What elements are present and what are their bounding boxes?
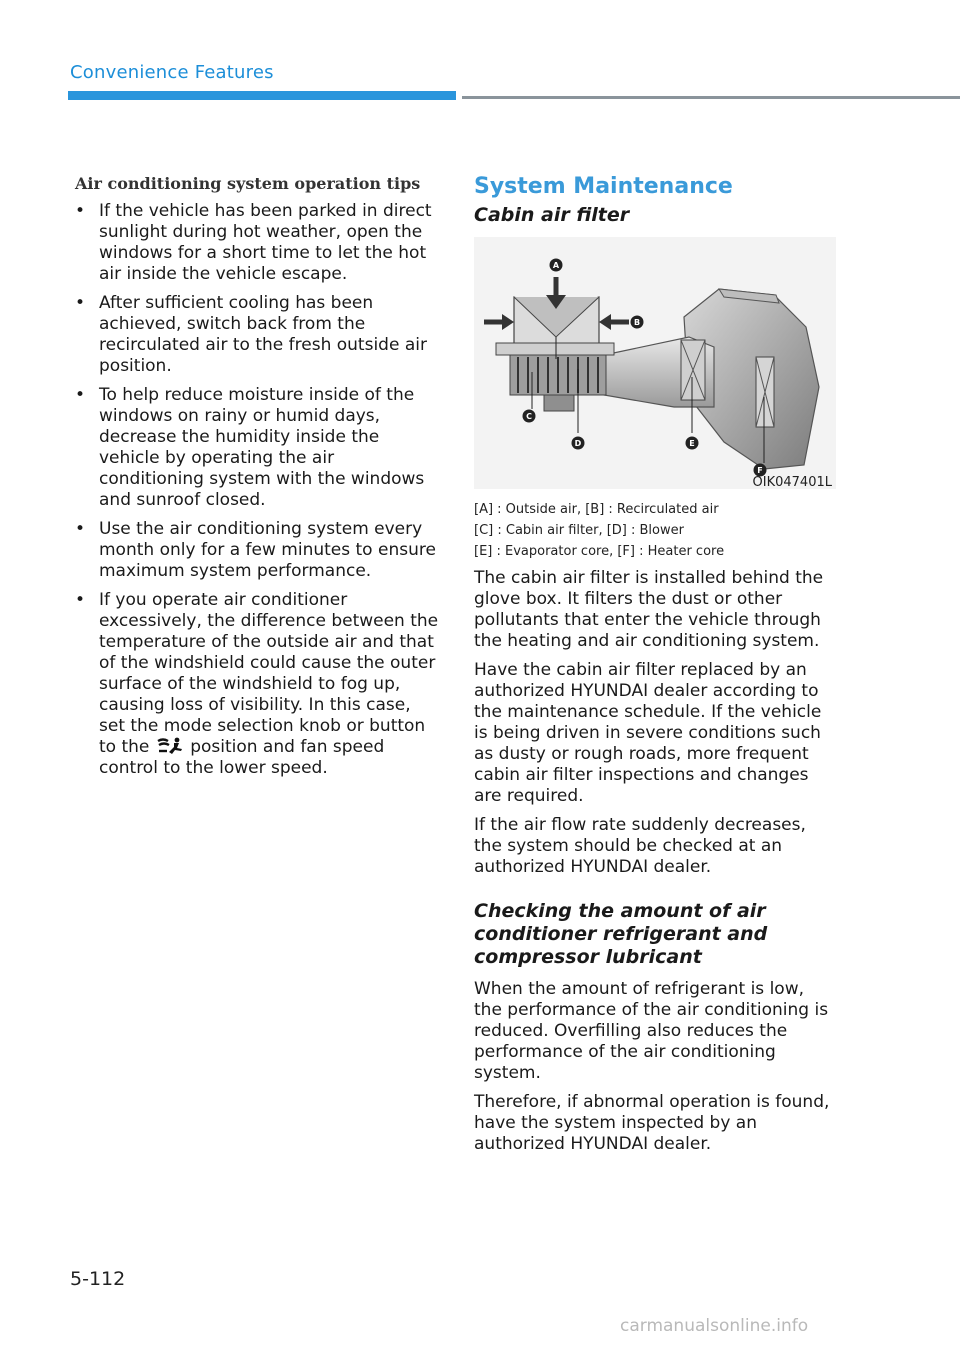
bullet-icon: • bbox=[75, 201, 86, 221]
header-rule bbox=[462, 96, 960, 99]
left-column bbox=[75, 172, 440, 787]
list-item bbox=[75, 385, 440, 511]
list-item-text: If the vehicle has been parked in direct sunlight during hot weather, open the windows for a short time to let the hot air inside the vehicle escape. bbox=[99, 201, 432, 284]
hvac-diagram bbox=[474, 237, 836, 489]
bullet-icon: • bbox=[75, 385, 86, 405]
paragraph: Have the cabin air filter replaced by an authorized HYUNDAI dealer according to the maintenance schedule. If the vehicle is being driven in severe conditions such as dusty or rough roads, more frequent cabin air filter inspections and changes are required. bbox=[474, 660, 822, 806]
label-f: F bbox=[757, 466, 763, 475]
cabin-air-filter-figure bbox=[474, 237, 836, 489]
caption-line: [C] : Cabin air filter, [D] : Blower bbox=[474, 523, 684, 538]
paragraph: When the amount of refrigerant is low, the performance of the air conditioning is reduced. Overfilling also reduces the performance of the air conditioning system. bbox=[474, 979, 829, 1083]
list-item bbox=[75, 519, 440, 582]
figure-code: OIK047401L bbox=[752, 475, 832, 490]
list-item-text: To help reduce moisture inside of the windows on rainy or humid days, decrease the humidity inside the vehicle by operating the air conditioning system with the windows and sunroof closed. bbox=[99, 385, 425, 510]
list-item bbox=[75, 293, 440, 377]
defrost-floor-mode-icon bbox=[155, 737, 185, 755]
refrigerant-heading: Checking the amount of air conditioner refrigerant and compressor lubricant bbox=[474, 900, 768, 968]
list-item-text: position and fan speed control to the lower speed. bbox=[99, 737, 385, 778]
bullet-icon: • bbox=[75, 590, 86, 610]
label-d: D bbox=[574, 439, 582, 448]
list-item-text: After sufficient cooling has been achieved, switch back from the recirculated air to the fresh outside air position. bbox=[99, 293, 427, 376]
figure-captions bbox=[474, 499, 836, 562]
subsection-title: Cabin air filter bbox=[474, 204, 630, 226]
section-header-title: Convenience Features bbox=[70, 62, 274, 83]
tips-list bbox=[75, 201, 440, 779]
label-a: A bbox=[552, 261, 560, 270]
header-rule-accent bbox=[68, 91, 456, 100]
list-item bbox=[75, 201, 440, 285]
label-c: C bbox=[526, 412, 532, 421]
list-item-text: Use the air conditioning system every month only for a few minutes to ensure maximum system performance. bbox=[99, 519, 436, 581]
section-title: System Maintenance bbox=[474, 174, 733, 199]
bullet-icon: • bbox=[75, 293, 86, 313]
list-item-text: If you operate air conditioner excessively, the difference between the temperature of the outside air and that of the windshield could cause the outer surface of the windshield to fog up, causing loss of visibility. In this case, set the mode selection knob or button to the bbox=[99, 590, 439, 757]
paragraph: The cabin air filter is installed behind the glove box. It filters the dust or other pollutants that enter the vehicle through the heating and air conditioning system. bbox=[474, 568, 824, 651]
caption-line: [E] : Evaporator core, [F] : Heater core bbox=[474, 544, 725, 559]
bullet-icon: • bbox=[75, 519, 86, 539]
list-item bbox=[75, 590, 440, 779]
page-number: 5-112 bbox=[70, 1268, 126, 1290]
caption-line: [A] : Outside air, [B] : Recirculated air bbox=[474, 502, 719, 517]
watermark: carmanualsonline.info bbox=[620, 1316, 809, 1336]
paragraph: If the air flow rate suddenly decreases, the system should be checked at an authorized HYUNDAI dealer. bbox=[474, 815, 806, 877]
tips-heading: Air conditioning system operation tips bbox=[75, 174, 421, 193]
label-e: E bbox=[689, 439, 695, 448]
paragraph: Therefore, if abnormal operation is found, have the system inspected by an authorized HYUNDAI dealer. bbox=[474, 1092, 830, 1154]
label-b: B bbox=[633, 318, 641, 327]
right-column bbox=[474, 172, 836, 1163]
